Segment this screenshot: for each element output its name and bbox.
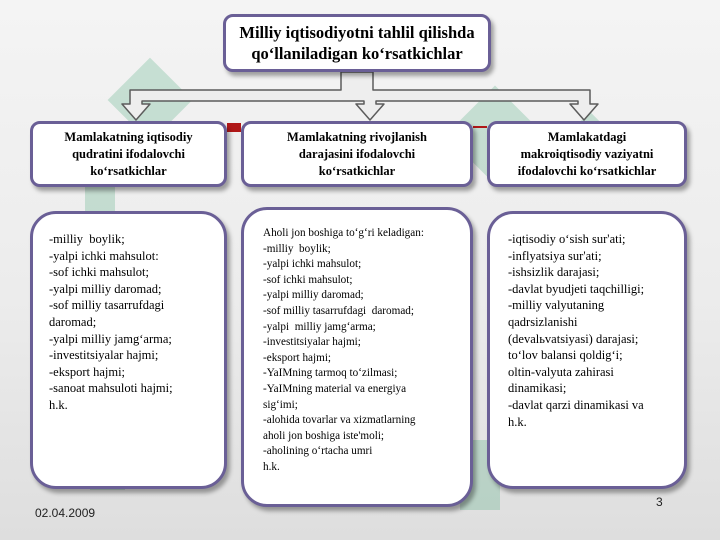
column-2-heading-line: Mamlakatning rivojlanish xyxy=(287,129,427,144)
column-2-heading-box xyxy=(241,121,473,187)
arrow-trunk xyxy=(122,72,598,120)
list-item: -davlat byudjeti taqchilligi; xyxy=(508,281,645,296)
column-3-list-box xyxy=(487,211,687,489)
column-2-list-box xyxy=(241,207,473,507)
list-item: -milliy valyutaning xyxy=(508,298,605,313)
diagram-title-box xyxy=(223,14,491,72)
list-item: h.k. xyxy=(508,414,527,429)
accent-bar xyxy=(227,123,241,132)
list-item: aholi jon boshiga iste'moli; xyxy=(263,429,385,442)
list-item: -milliy boylik; xyxy=(49,232,125,246)
list-item: -yalpi milliy daromad; xyxy=(49,281,162,296)
list-item: -eksport hajmi; xyxy=(263,351,332,364)
list-item: to‘lov balansi qoldig‘i; xyxy=(508,348,623,363)
column-2-heading-line: darajasini ifodalovchi xyxy=(298,146,416,161)
list-item: -sof ichki mahsulot; xyxy=(263,273,353,286)
slide-date: 02.04.2009 xyxy=(35,506,96,520)
list-item: -davlat qarzi dinamikasi va xyxy=(508,397,644,412)
column-3-heading-box xyxy=(487,121,687,187)
list-item: -yalpi milliy jamg‘arma; xyxy=(263,320,376,333)
column-2-heading-line: ko‘rsatkichlar xyxy=(318,163,396,178)
list-item: -yalpi milliy jamg‘arma; xyxy=(49,331,172,346)
list-item: -eksport hajmi; xyxy=(49,364,126,379)
list-item: Aholi jon boshiga to‘g‘ri keladigan: xyxy=(263,227,424,239)
column-1-heading-line: qudratini ifodalovchi xyxy=(72,146,185,161)
list-item: -inflyatsiya sur'ati; xyxy=(508,248,602,263)
diagram-title-line-2: qo‘llaniladigan ko‘rsatkichlar xyxy=(251,44,463,63)
list-item: -investitsiyalar hajmi; xyxy=(49,348,159,363)
column-3-heading-line: ifodalovchi ko‘rsatkichlar xyxy=(517,163,657,178)
slide-page-number: 3 xyxy=(656,495,663,509)
list-item: h.k. xyxy=(263,460,280,473)
list-item: -yalpi ichki mahsulot: xyxy=(49,248,159,263)
list-item: qadrsizlanishi xyxy=(508,314,578,329)
list-item: -aholining o‘rtacha umri xyxy=(263,445,373,458)
list-item: -YaIMning material va energiya xyxy=(263,382,407,395)
column-1-heading-box xyxy=(30,121,227,187)
list-item: dinamikasi; xyxy=(508,381,567,396)
accent-line xyxy=(473,126,487,128)
column-1-list-box xyxy=(30,211,227,489)
list-item: -yalpi ichki mahsulot; xyxy=(263,258,362,271)
list-item: -sof milliy tasarrufdagi xyxy=(49,298,165,313)
list-item: -investitsiyalar hajmi; xyxy=(263,336,361,349)
list-item: -sof milliy tasarrufdagi daromad; xyxy=(263,304,414,317)
list-item: (devalьvatsiyasi) darajasi; xyxy=(508,331,639,346)
list-item: -sanoat mahsuloti hajmi; xyxy=(49,381,173,396)
list-item: oltin-valyuta zahirasi xyxy=(508,364,614,379)
column-1-heading-line: ko‘rsatkichlar xyxy=(90,163,167,178)
column-3-heading-line: makroiqtisodiy vaziyatni xyxy=(520,146,654,161)
column-1-heading-line: Mamlakatning iqtisodiy xyxy=(64,129,193,144)
list-item: -YaIMning tarmoq to‘zilmasi; xyxy=(263,367,398,380)
list-item: h.k. xyxy=(49,397,68,412)
list-item: -sof ichki mahsulot; xyxy=(49,265,149,280)
list-item: daromad; xyxy=(49,314,97,329)
list-item: -yalpi milliy daromad; xyxy=(263,289,364,302)
list-item: -milliy boylik; xyxy=(263,242,331,255)
column-3-heading-line: Mamlakatdagi xyxy=(547,129,627,144)
list-item: -alohida tovarlar va xizmatlarning xyxy=(263,414,416,427)
list-item: -iqtisodiy o‘sish sur'ati; xyxy=(508,232,626,246)
diagram-title-line-1: Milliy iqtisodiyotni tahlil qilishda xyxy=(239,23,475,42)
list-item: sig‘imi; xyxy=(263,398,298,411)
list-item: -ishsizlik darajasi; xyxy=(508,265,600,280)
